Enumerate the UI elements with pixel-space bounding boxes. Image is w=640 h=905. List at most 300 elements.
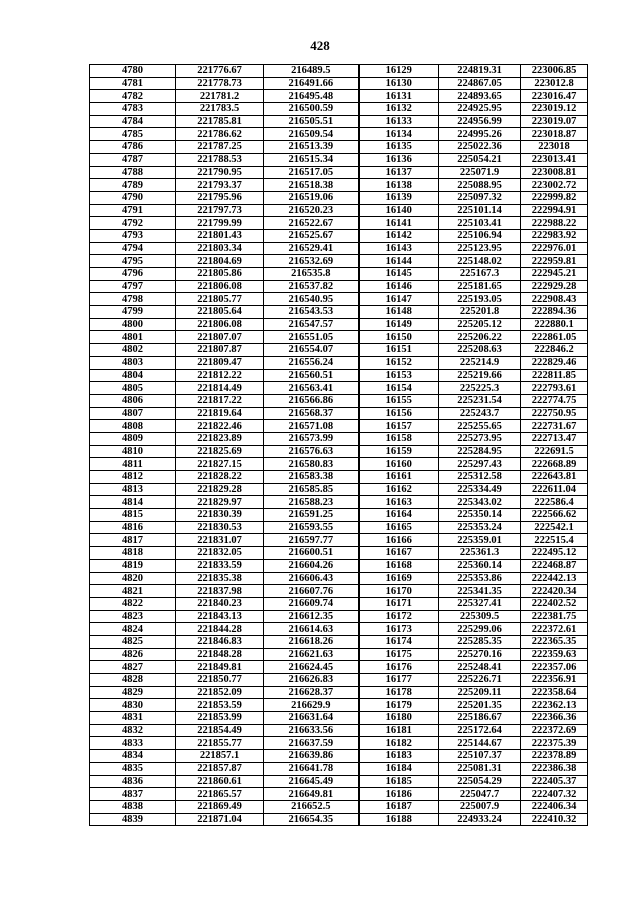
table-row [90,458,588,471]
right-y-cell: 222442.13 [521,572,588,585]
left-point-number-cell: 4809 [90,432,176,445]
left-x-cell: 221846.83 [176,635,264,648]
right-y-cell: 222713.47 [521,432,588,445]
right-x-cell: 225214.9 [439,356,521,369]
right-point-number-cell: 16163 [359,496,439,509]
left-y-cell: 216583.38 [264,471,359,484]
left-x-cell: 221799.99 [176,217,264,230]
right-y-cell: 222407.32 [521,788,588,801]
left-x-cell: 221825.69 [176,445,264,458]
right-point-number-cell: 16146 [359,280,439,293]
left-y-cell: 216518.38 [264,179,359,192]
left-x-cell: 221776.67 [176,65,264,78]
right-x-cell: 225270.16 [439,648,521,661]
right-point-number-cell: 16137 [359,166,439,179]
left-x-cell: 221849.81 [176,661,264,674]
left-y-cell: 216500.59 [264,103,359,116]
right-y-cell: 222366.36 [521,712,588,725]
right-point-number-cell: 16134 [359,128,439,141]
left-point-number-cell: 4819 [90,559,176,572]
left-x-cell: 221831.07 [176,534,264,547]
right-x-cell: 225106.94 [439,229,521,242]
right-x-cell: 224819.31 [439,65,521,78]
right-point-number-cell: 16179 [359,699,439,712]
left-point-number-cell: 4816 [90,521,176,534]
right-y-cell: 222894.36 [521,306,588,319]
right-y-cell: 222846.2 [521,344,588,357]
left-x-cell: 221829.97 [176,496,264,509]
right-x-cell: 225088.95 [439,179,521,192]
right-y-cell: 222880.1 [521,318,588,331]
right-point-number-cell: 16164 [359,509,439,522]
left-x-cell: 221837.98 [176,585,264,598]
right-point-number-cell: 16169 [359,572,439,585]
right-point-number-cell: 16161 [359,471,439,484]
table-row [90,268,588,281]
right-point-number-cell: 16174 [359,635,439,648]
table-row [90,661,588,674]
table-row [90,762,588,775]
left-x-cell: 221848.28 [176,648,264,661]
table-row [90,800,588,813]
left-point-number-cell: 4810 [90,445,176,458]
table-row [90,623,588,636]
right-point-number-cell: 16175 [359,648,439,661]
right-point-number-cell: 16131 [359,90,439,103]
right-point-number-cell: 16148 [359,306,439,319]
table-row [90,356,588,369]
table-row [90,788,588,801]
right-point-number-cell: 16167 [359,547,439,560]
right-point-number-cell: 16145 [359,268,439,281]
left-y-cell: 216525.67 [264,229,359,242]
left-point-number-cell: 4801 [90,331,176,344]
left-point-number-cell: 4805 [90,382,176,395]
right-y-cell: 223018.87 [521,128,588,141]
left-x-cell: 221783.5 [176,103,264,116]
table-row [90,750,588,763]
left-x-cell: 221778.73 [176,77,264,90]
right-x-cell: 225285.35 [439,635,521,648]
left-y-cell: 216606.43 [264,572,359,585]
left-x-cell: 221822.46 [176,420,264,433]
table-row [90,572,588,585]
right-y-cell: 222988.22 [521,217,588,230]
right-y-cell: 223008.81 [521,166,588,179]
table-row [90,217,588,230]
right-x-cell: 225193.05 [439,293,521,306]
right-x-cell: 225148.02 [439,255,521,268]
right-x-cell: 225312.58 [439,471,521,484]
left-y-cell: 216652.5 [264,800,359,813]
right-y-cell: 222468.87 [521,559,588,572]
right-x-cell: 224933.24 [439,813,521,826]
table-row [90,141,588,154]
right-point-number-cell: 16130 [359,77,439,90]
right-x-cell: 225167.3 [439,268,521,281]
right-x-cell: 225284.95 [439,445,521,458]
right-y-cell: 223019.12 [521,103,588,116]
right-point-number-cell: 16156 [359,407,439,420]
left-y-cell: 216547.57 [264,318,359,331]
table-row [90,635,588,648]
right-point-number-cell: 16159 [359,445,439,458]
left-y-cell: 216543.53 [264,306,359,319]
left-x-cell: 221828.22 [176,471,264,484]
right-y-cell: 222811.85 [521,369,588,382]
right-x-cell: 225201.35 [439,699,521,712]
right-point-number-cell: 16182 [359,737,439,750]
left-point-number-cell: 4825 [90,635,176,648]
left-x-cell: 221805.64 [176,306,264,319]
right-y-cell: 222542.1 [521,521,588,534]
table-row [90,420,588,433]
table-row [90,77,588,90]
right-x-cell: 225107.37 [439,750,521,763]
left-y-cell: 216571.08 [264,420,359,433]
left-point-number-cell: 4814 [90,496,176,509]
table-row [90,229,588,242]
right-y-cell: 222357.06 [521,661,588,674]
left-point-number-cell: 4818 [90,547,176,560]
right-point-number-cell: 16142 [359,229,439,242]
right-x-cell: 225219.66 [439,369,521,382]
right-point-number-cell: 16185 [359,775,439,788]
table-row [90,115,588,128]
right-y-cell: 222750.95 [521,407,588,420]
left-x-cell: 221807.87 [176,344,264,357]
right-point-number-cell: 16158 [359,432,439,445]
left-x-cell: 221850.77 [176,674,264,687]
right-y-cell: 222611.04 [521,483,588,496]
left-point-number-cell: 4831 [90,712,176,725]
right-y-cell: 222829.46 [521,356,588,369]
right-point-number-cell: 16160 [359,458,439,471]
right-x-cell: 225248.41 [439,661,521,674]
right-x-cell: 225350.14 [439,509,521,522]
table-row [90,382,588,395]
table-row [90,344,588,357]
left-y-cell: 216609.74 [264,597,359,610]
table-row [90,521,588,534]
right-x-cell: 225101.14 [439,204,521,217]
left-x-cell: 221840.23 [176,597,264,610]
right-x-cell: 225255.65 [439,420,521,433]
left-y-cell: 216535.8 [264,268,359,281]
table-row [90,331,588,344]
left-x-cell: 221819.64 [176,407,264,420]
left-x-cell: 221805.77 [176,293,264,306]
table-row [90,712,588,725]
right-point-number-cell: 16141 [359,217,439,230]
left-y-cell: 216591.25 [264,509,359,522]
left-x-cell: 221865.57 [176,788,264,801]
right-y-cell: 222586.4 [521,496,588,509]
left-y-cell: 216537.82 [264,280,359,293]
left-x-cell: 221829.28 [176,483,264,496]
right-y-cell: 222983.92 [521,229,588,242]
table-row [90,483,588,496]
left-point-number-cell: 4837 [90,788,176,801]
left-y-cell: 216600.51 [264,547,359,560]
left-x-cell: 221787.25 [176,141,264,154]
table-row [90,179,588,192]
left-y-cell: 216532.69 [264,255,359,268]
right-point-number-cell: 16138 [359,179,439,192]
right-x-cell: 225226.71 [439,674,521,687]
right-x-cell: 225327.41 [439,597,521,610]
left-x-cell: 221788.53 [176,153,264,166]
left-y-cell: 216628.37 [264,686,359,699]
table-row [90,394,588,407]
left-x-cell: 221853.59 [176,699,264,712]
left-point-number-cell: 4781 [90,77,176,90]
left-y-cell: 216576.63 [264,445,359,458]
table-row [90,610,588,623]
left-y-cell: 216649.81 [264,788,359,801]
right-point-number-cell: 16152 [359,356,439,369]
left-point-number-cell: 4826 [90,648,176,661]
left-point-number-cell: 4794 [90,242,176,255]
left-point-number-cell: 4804 [90,369,176,382]
left-x-cell: 221793.37 [176,179,264,192]
right-point-number-cell: 16129 [359,65,439,78]
right-x-cell: 225103.41 [439,217,521,230]
right-x-cell: 225007.9 [439,800,521,813]
right-x-cell: 225054.21 [439,153,521,166]
left-point-number-cell: 4787 [90,153,176,166]
left-x-cell: 221830.53 [176,521,264,534]
right-point-number-cell: 16188 [359,813,439,826]
right-x-cell: 225273.95 [439,432,521,445]
right-x-cell: 225208.63 [439,344,521,357]
table-row [90,471,588,484]
left-y-cell: 216515.34 [264,153,359,166]
right-x-cell: 224893.65 [439,90,521,103]
right-y-cell: 222774.75 [521,394,588,407]
left-point-number-cell: 4798 [90,293,176,306]
left-y-cell: 216614.63 [264,623,359,636]
table-row [90,153,588,166]
table-row [90,699,588,712]
left-point-number-cell: 4827 [90,661,176,674]
right-point-number-cell: 16171 [359,597,439,610]
left-point-number-cell: 4799 [90,306,176,319]
left-y-cell: 216629.9 [264,699,359,712]
right-x-cell: 225172.64 [439,724,521,737]
table-row [90,509,588,522]
left-x-cell: 221786.62 [176,128,264,141]
left-y-cell: 216641.78 [264,762,359,775]
table-row [90,65,588,78]
table-row [90,407,588,420]
left-y-cell: 216529.41 [264,242,359,255]
left-point-number-cell: 4800 [90,318,176,331]
left-point-number-cell: 4822 [90,597,176,610]
right-point-number-cell: 16178 [359,686,439,699]
page-number: 428 [310,38,330,53]
left-point-number-cell: 4835 [90,762,176,775]
right-x-cell: 225186.67 [439,712,521,725]
right-y-cell: 222359.63 [521,648,588,661]
table-row [90,166,588,179]
left-point-number-cell: 4783 [90,103,176,116]
left-point-number-cell: 4791 [90,204,176,217]
left-x-cell: 221853.99 [176,712,264,725]
left-point-number-cell: 4824 [90,623,176,636]
left-y-cell: 216654.35 [264,813,359,826]
right-point-number-cell: 16168 [359,559,439,572]
table-row [90,432,588,445]
left-x-cell: 221805.86 [176,268,264,281]
left-point-number-cell: 4821 [90,585,176,598]
right-point-number-cell: 16135 [359,141,439,154]
right-x-cell: 225022.36 [439,141,521,154]
right-point-number-cell: 16184 [359,762,439,775]
right-y-cell: 222362.13 [521,699,588,712]
left-point-number-cell: 4815 [90,509,176,522]
left-x-cell: 221807.07 [176,331,264,344]
right-x-cell: 224956.99 [439,115,521,128]
table-row [90,686,588,699]
left-point-number-cell: 4788 [90,166,176,179]
left-x-cell: 221830.39 [176,509,264,522]
right-x-cell: 224995.26 [439,128,521,141]
table-row [90,369,588,382]
left-y-cell: 216554.07 [264,344,359,357]
left-x-cell: 221814.49 [176,382,264,395]
right-point-number-cell: 16143 [359,242,439,255]
right-y-cell: 222356.91 [521,674,588,687]
left-x-cell: 221843.13 [176,610,264,623]
table-row [90,255,588,268]
right-point-number-cell: 16187 [359,800,439,813]
left-x-cell: 221857.1 [176,750,264,763]
right-point-number-cell: 16172 [359,610,439,623]
left-y-cell: 216612.35 [264,610,359,623]
left-y-cell: 216517.05 [264,166,359,179]
right-point-number-cell: 16153 [359,369,439,382]
left-x-cell: 221823.89 [176,432,264,445]
right-point-number-cell: 16177 [359,674,439,687]
right-y-cell: 222358.64 [521,686,588,699]
left-point-number-cell: 4792 [90,217,176,230]
right-x-cell: 225201.8 [439,306,521,319]
left-point-number-cell: 4789 [90,179,176,192]
right-x-cell: 225081.31 [439,762,521,775]
left-x-cell: 221790.95 [176,166,264,179]
left-y-cell: 216607.76 [264,585,359,598]
right-point-number-cell: 16154 [359,382,439,395]
right-x-cell: 225225.3 [439,382,521,395]
right-x-cell: 225144.67 [439,737,521,750]
right-y-cell: 222668.89 [521,458,588,471]
right-y-cell: 222375.39 [521,737,588,750]
right-y-cell: 222731.67 [521,420,588,433]
table-row [90,293,588,306]
right-y-cell: 222643.81 [521,471,588,484]
left-y-cell: 216645.49 [264,775,359,788]
left-y-cell: 216624.45 [264,661,359,674]
left-y-cell: 216631.64 [264,712,359,725]
left-point-number-cell: 4808 [90,420,176,433]
table-row [90,547,588,560]
table-row [90,737,588,750]
right-y-cell: 223016.47 [521,90,588,103]
left-x-cell: 221797.73 [176,204,264,217]
left-y-cell: 216633.56 [264,724,359,737]
left-y-cell: 216580.83 [264,458,359,471]
left-point-number-cell: 4832 [90,724,176,737]
right-x-cell: 225361.3 [439,547,521,560]
left-x-cell: 221869.49 [176,800,264,813]
left-y-cell: 216566.86 [264,394,359,407]
coordinates-table [89,64,588,826]
right-x-cell: 225097.32 [439,191,521,204]
left-point-number-cell: 4803 [90,356,176,369]
left-y-cell: 216513.39 [264,141,359,154]
right-y-cell: 222402.52 [521,597,588,610]
left-x-cell: 221801.43 [176,229,264,242]
left-x-cell: 221860.61 [176,775,264,788]
left-point-number-cell: 4786 [90,141,176,154]
table-row [90,318,588,331]
right-x-cell: 225360.14 [439,559,521,572]
left-point-number-cell: 4834 [90,750,176,763]
right-point-number-cell: 16166 [359,534,439,547]
right-point-number-cell: 16147 [359,293,439,306]
right-x-cell: 225243.7 [439,407,521,420]
right-point-number-cell: 16157 [359,420,439,433]
left-point-number-cell: 4790 [90,191,176,204]
right-x-cell: 225123.95 [439,242,521,255]
table-row [90,674,588,687]
left-point-number-cell: 4780 [90,65,176,78]
right-x-cell: 224867.05 [439,77,521,90]
left-y-cell: 216563.41 [264,382,359,395]
right-point-number-cell: 16180 [359,712,439,725]
left-point-number-cell: 4811 [90,458,176,471]
right-y-cell: 222372.61 [521,623,588,636]
right-point-number-cell: 16162 [359,483,439,496]
table-row [90,775,588,788]
left-point-number-cell: 4785 [90,128,176,141]
left-x-cell: 221855.77 [176,737,264,750]
right-x-cell: 225341.35 [439,585,521,598]
right-y-cell: 222945.21 [521,268,588,281]
left-point-number-cell: 4839 [90,813,176,826]
left-x-cell: 221835.38 [176,572,264,585]
right-point-number-cell: 16155 [359,394,439,407]
left-y-cell: 216556.24 [264,356,359,369]
left-y-cell: 216495.48 [264,90,359,103]
right-point-number-cell: 16139 [359,191,439,204]
coordinates-table-body [90,65,588,826]
right-x-cell: 225309.5 [439,610,521,623]
left-point-number-cell: 4782 [90,90,176,103]
right-point-number-cell: 16176 [359,661,439,674]
left-y-cell: 216520.23 [264,204,359,217]
left-x-cell: 221854.49 [176,724,264,737]
left-x-cell: 221833.59 [176,559,264,572]
left-x-cell: 221852.09 [176,686,264,699]
right-x-cell: 225353.24 [439,521,521,534]
left-point-number-cell: 4820 [90,572,176,585]
table-row [90,90,588,103]
left-point-number-cell: 4836 [90,775,176,788]
right-x-cell: 225359.01 [439,534,521,547]
left-y-cell: 216637.59 [264,737,359,750]
